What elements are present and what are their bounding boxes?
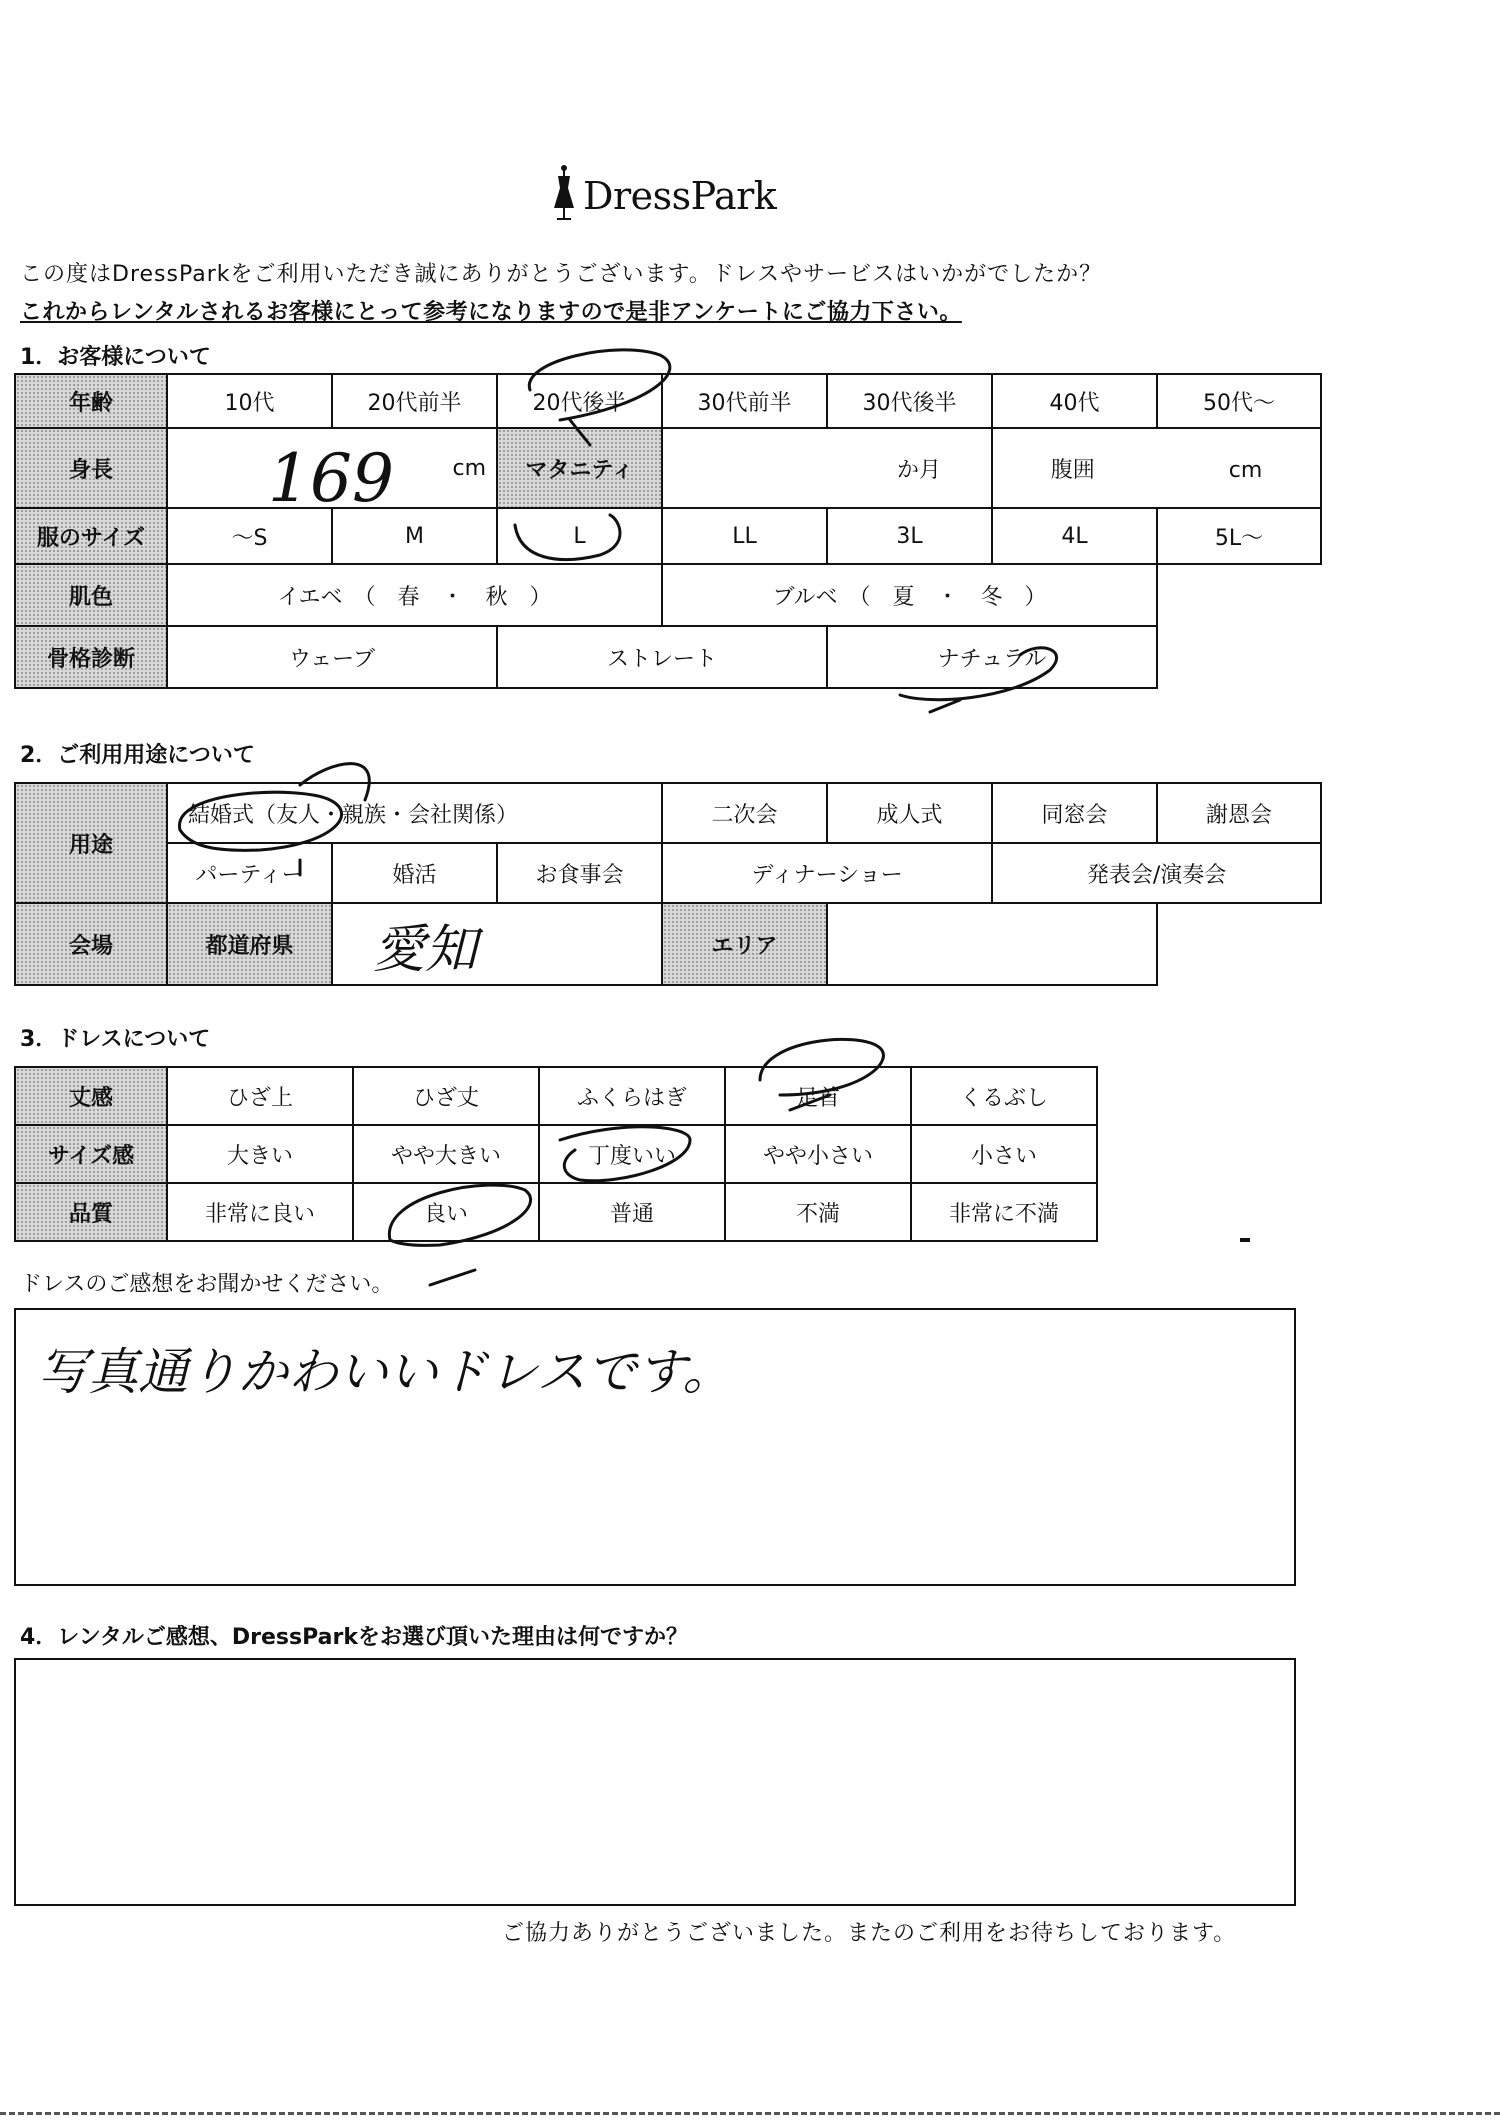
usage-table: [14, 782, 1322, 986]
quality-option[interactable]: 不満: [725, 1183, 911, 1241]
age-option[interactable]: 40代: [992, 374, 1157, 428]
dress-table: [14, 1066, 1098, 1242]
section-2-title: 2．ご利用用途について: [20, 743, 255, 768]
scan-speck: [1240, 1238, 1250, 1242]
frame-label: 骨格診断: [15, 626, 167, 688]
purpose-row-2: [15, 843, 1321, 903]
purpose-option[interactable]: 発表会/演奏会: [992, 843, 1321, 903]
quality-option[interactable]: 非常に不満: [911, 1183, 1097, 1241]
skin-label: 肌色: [15, 564, 167, 626]
maternity-months-field[interactable]: [662, 428, 992, 508]
length-option[interactable]: ひざ丈: [353, 1067, 539, 1125]
size-option[interactable]: 5L～: [1157, 508, 1321, 564]
length-option[interactable]: 足首: [725, 1067, 911, 1125]
frame-row: [15, 626, 1321, 688]
quality-option[interactable]: 良い: [353, 1183, 539, 1241]
section-4-title: 4．レンタルご感想、DressParkをお選び頂いた理由は何ですか？: [20, 1625, 688, 1650]
quality-row: [15, 1183, 1097, 1241]
size-option[interactable]: M: [332, 508, 497, 564]
purpose-option[interactable]: 婚活: [332, 843, 497, 903]
age-option[interactable]: 30代前半: [662, 374, 827, 428]
dresspark-logo: [545, 160, 785, 230]
fit-option[interactable]: 丁度いい: [539, 1125, 725, 1183]
length-option[interactable]: くるぶし: [911, 1067, 1097, 1125]
size-option[interactable]: 3L: [827, 508, 992, 564]
age-option[interactable]: 20代前半: [332, 374, 497, 428]
quality-label: 品質: [15, 1183, 167, 1241]
area-field[interactable]: [827, 903, 1157, 985]
prefecture-field[interactable]: [332, 903, 662, 985]
impression-textbox[interactable]: [14, 1308, 1296, 1586]
purpose-row-1: [15, 783, 1321, 843]
reason-textbox[interactable]: [14, 1658, 1296, 1906]
page-edge-artifact: [0, 2112, 1500, 2115]
thanks-message: この度はDressParkをご利用いただき誠にありがとうございます。ドレスやサービスはいかがでしたか？: [20, 262, 1103, 287]
height-row: [15, 428, 1321, 508]
fit-option[interactable]: 大きい: [167, 1125, 353, 1183]
customer-table: [14, 373, 1322, 689]
height-value: 169: [268, 440, 394, 517]
age-option[interactable]: 30代後半: [827, 374, 992, 428]
impression-text: 写真通りかわいいドレスです。: [38, 1343, 733, 1401]
frame-option[interactable]: ナチュラル: [827, 626, 1157, 688]
quality-option[interactable]: 普通: [539, 1183, 725, 1241]
size-option[interactable]: LL: [662, 508, 827, 564]
age-row: [15, 374, 1321, 428]
frame-option[interactable]: ストレート: [497, 626, 827, 688]
venue-row: [15, 903, 1321, 985]
age-option[interactable]: 10代: [167, 374, 332, 428]
section-3-title: 3．ドレスについて: [20, 1027, 211, 1052]
fit-label: サイズ感: [15, 1125, 167, 1183]
purpose-label: 用途: [15, 783, 167, 903]
footer-message: ご協力ありがとうございました。またのご利用をお待ちしております。: [502, 1921, 1237, 1946]
frame-option[interactable]: ウェーブ: [167, 626, 497, 688]
waist-unit: cm: [1228, 457, 1263, 483]
prefecture-label: 都道府県: [167, 903, 332, 985]
size-label: 服のサイズ: [15, 508, 167, 564]
skin-yellow-option[interactable]: イエベ （ 春 ・ 秋 ）: [167, 564, 662, 626]
height-label: 身長: [15, 428, 167, 508]
purpose-option[interactable]: 二次会: [662, 783, 827, 843]
age-option[interactable]: 50代～: [1157, 374, 1321, 428]
length-label: 丈感: [15, 1067, 167, 1125]
size-option[interactable]: ～S: [167, 508, 332, 564]
height-unit: cm: [452, 455, 486, 481]
purpose-option-wedding[interactable]: 結婚式（友人・親族・会社関係）: [167, 783, 662, 843]
months-unit: か月: [896, 457, 941, 483]
size-option[interactable]: 4L: [992, 508, 1157, 564]
fit-row: [15, 1125, 1097, 1183]
waist-label: 腹囲: [1050, 457, 1095, 483]
venue-label: 会場: [15, 903, 167, 985]
impression-prompt: ドレスのご感想をお聞かせください。: [20, 1272, 394, 1297]
fit-option[interactable]: やや大きい: [353, 1125, 539, 1183]
skin-row: [15, 564, 1321, 626]
purpose-option[interactable]: 成人式: [827, 783, 992, 843]
quality-option[interactable]: 非常に良い: [167, 1183, 353, 1241]
purpose-option[interactable]: 同窓会: [992, 783, 1157, 843]
area-label: エリア: [662, 903, 827, 985]
age-label: 年齢: [15, 374, 167, 428]
fit-option[interactable]: やや小さい: [725, 1125, 911, 1183]
purpose-option[interactable]: お食事会: [497, 843, 662, 903]
fit-option[interactable]: 小さい: [911, 1125, 1097, 1183]
prefecture-value: 愛知: [373, 919, 478, 980]
length-option[interactable]: ひざ上: [167, 1067, 353, 1125]
survey-request: これからレンタルされるお客様にとって参考になりますので是非アンケートにご協力下さい。: [20, 300, 962, 325]
age-option[interactable]: 20代後半: [497, 374, 662, 428]
section-1-title: 1．お客様について: [20, 345, 211, 370]
size-row: [15, 508, 1321, 564]
waist-field[interactable]: [992, 428, 1321, 508]
dress-form-icon: [549, 164, 579, 224]
purpose-option[interactable]: ディナーショー: [662, 843, 992, 903]
purpose-option[interactable]: 謝恩会: [1157, 783, 1321, 843]
skin-blue-option[interactable]: ブルベ （ 夏 ・ 冬 ）: [662, 564, 1157, 626]
size-option[interactable]: L: [497, 508, 662, 564]
brand-name: DressPark: [583, 174, 777, 218]
maternity-label: マタニティ: [497, 428, 662, 508]
length-row: [15, 1067, 1097, 1125]
length-option[interactable]: ふくらはぎ: [539, 1067, 725, 1125]
purpose-option[interactable]: パーティー: [167, 843, 332, 903]
